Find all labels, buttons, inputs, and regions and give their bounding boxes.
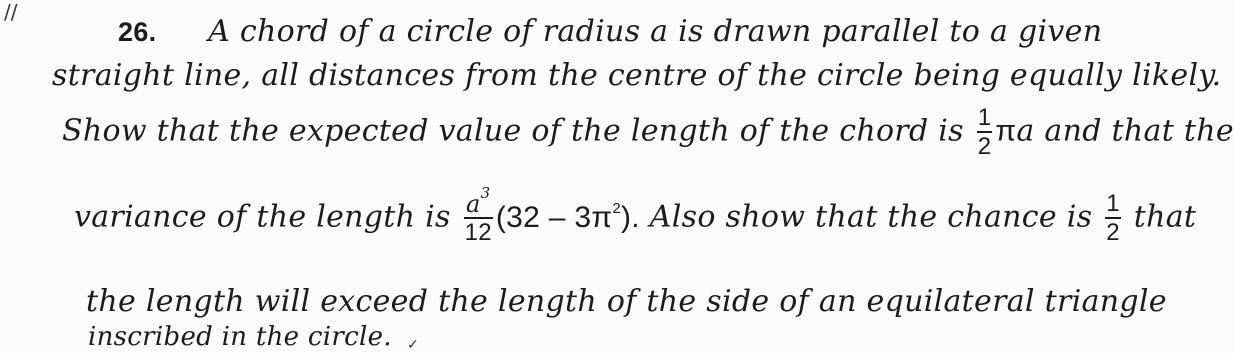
expression-part-b: ). — [621, 200, 640, 234]
expression-exponent: 2 — [612, 199, 622, 217]
fraction-numerator: 1 — [1106, 190, 1120, 217]
problem-number: 26. — [118, 17, 157, 47]
fraction-numerator: 1 — [977, 104, 992, 131]
margin-mark: // — [4, 0, 18, 24]
variance-expression — [496, 201, 640, 234]
problem-line-6-clip — [88, 322, 392, 352]
fraction-one-half — [977, 106, 993, 159]
problem-line-5 — [86, 284, 1167, 319]
problem-line-3 — [62, 106, 1234, 159]
fraction-denominator: 2 — [977, 133, 992, 160]
line-3-tail: a and that the — [1016, 113, 1234, 149]
expression-part-a: (32 – 3π — [495, 200, 613, 234]
line-5-text: the length will exceed the length of the side of an equilateral triangle — [86, 284, 1167, 319]
line-6-text: inscribed in the circle. — [88, 322, 392, 352]
fraction-a-cubed-over-12 — [464, 184, 493, 246]
numerator-exponent: 3 — [480, 184, 491, 202]
fraction-numerator — [464, 184, 493, 219]
line-3-text: Show that the expected value of the length of the chord is — [62, 113, 964, 149]
fraction-denominator: 12 — [464, 219, 492, 246]
line-2-text: straight line, all distances from the centre of the circle being equally likely. — [52, 58, 1222, 93]
fraction-denominator: 2 — [1106, 219, 1120, 246]
problem-line-4 — [74, 184, 1197, 246]
problem-line-6 — [88, 322, 392, 352]
line-4-mid: Also show that the chance is — [639, 199, 1093, 235]
numerator-base: a — [465, 190, 481, 218]
fraction-one-half-chance — [1105, 192, 1121, 245]
problem-line-1 — [118, 14, 1102, 49]
problem-line-2 — [52, 58, 1221, 93]
line-4-text: variance of the length is — [74, 199, 451, 235]
pi-symbol: π — [995, 114, 1017, 148]
pen-tick-mark: ✓ — [407, 337, 419, 353]
line-4-tail: that — [1133, 199, 1197, 235]
line-1-text: A chord of a circle of radius a is drawn parallel to a given — [208, 14, 1103, 49]
